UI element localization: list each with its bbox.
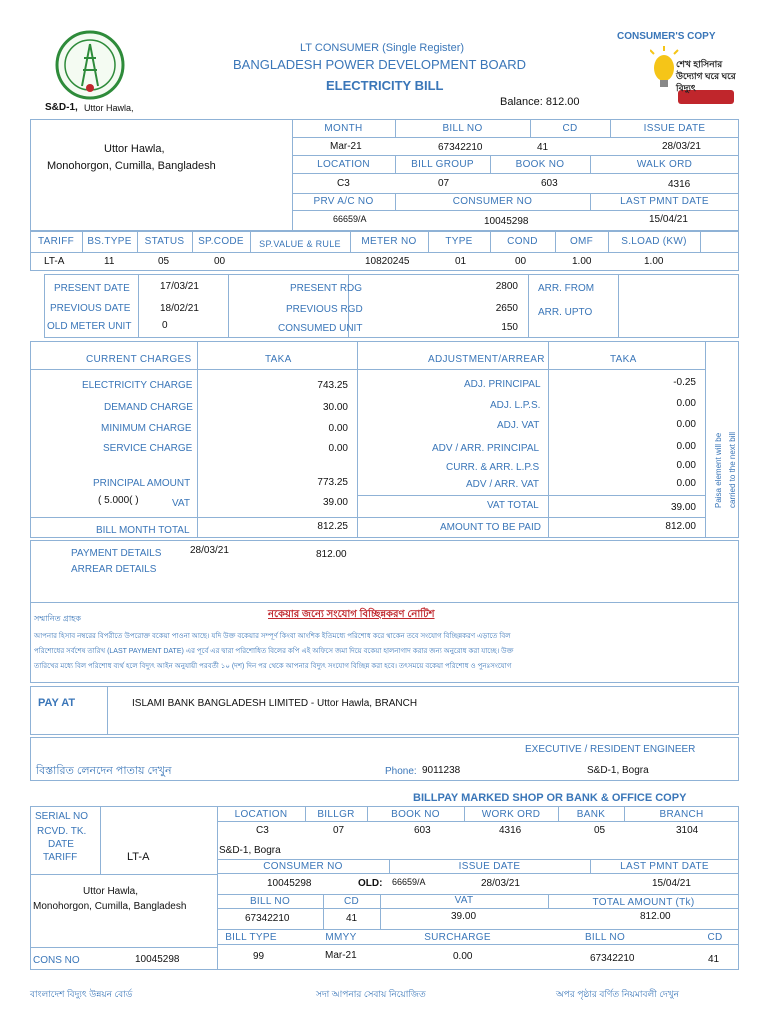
stub-location: C3 — [256, 825, 269, 836]
stub-hdr-bank: BANK — [576, 809, 606, 820]
val-book-no: 603 — [541, 178, 558, 189]
val-walk-ord: 4316 — [668, 179, 691, 190]
adjustment-title: ADJUSTMENT/ARREAR — [428, 354, 545, 365]
curr-lps-label: CURR. & ARR. L.P.S — [446, 462, 540, 473]
previous-date: 18/02/21 — [160, 303, 199, 314]
stub-title: BILLPAY MARKED SHOP OR BANK & OFFICE COPY — [413, 792, 687, 804]
hdr-sload: S.LOAD (KW) — [621, 236, 687, 247]
stub-hdr-location: LOCATION — [234, 809, 288, 820]
principal-label: PRINCIPAL AMOUNT — [93, 478, 191, 489]
current-charges-taka: TAKA — [265, 354, 292, 365]
office-name: Uttor Hawla, — [84, 103, 134, 113]
stub-tariff: LT-A — [127, 851, 150, 863]
vat-amount: 39.00 — [322, 497, 348, 508]
hdr-book-no: BOOK NO — [515, 159, 565, 170]
pay-at-bank: ISLAMI BANK BANGLADESH LIMITED - Uttor Hawla, BRANCH — [132, 698, 418, 709]
phone-number: 9011238 — [422, 765, 461, 776]
office-code: S&D-1, — [45, 102, 78, 113]
val-meter-no: 10820245 — [365, 256, 410, 267]
service-label: SERVICE CHARGE — [103, 443, 193, 454]
previous-rdg-label: PREVIOUS RGD — [286, 304, 363, 315]
stub-addr1: Uttor Hawla, — [83, 886, 139, 897]
stub-hdr-surcharge: SURCHARGE — [424, 932, 491, 943]
hdr-bs-type: BS.TYPE — [87, 236, 132, 247]
stub-hdr-billtype: BILL TYPE — [225, 932, 277, 943]
stub-old-label: OLD: — [358, 878, 383, 889]
amount-to-pay-label: AMOUNT TO BE PAID — [440, 522, 541, 533]
paisa-note-2: carried to the next bill — [728, 431, 737, 508]
stub-cons-label: CONS NO — [33, 955, 80, 966]
footer-left: বাংলাদেশ বিদ্যুৎ উন্নয়ন বোর্ড — [30, 989, 133, 999]
stub-billtype: 99 — [253, 951, 265, 962]
pay-at-section — [30, 686, 739, 735]
charges-section — [30, 341, 739, 538]
val-sp-code: 00 — [214, 256, 226, 267]
electricity-charge: 743.25 — [317, 380, 348, 391]
bpdb-logo — [52, 30, 128, 100]
adj-lps-label: ADJ. L.P.S. — [490, 400, 541, 411]
campaign-logo-text: শেখ হাসিনার উদ্যোগ ঘরে ঘরে বিদ্যুৎ — [676, 59, 736, 93]
val-consumer-no: 10045298 — [484, 216, 529, 227]
hdr-omf: OMF — [569, 236, 594, 247]
notice-line3: তারিখের মধ্যে বিল পরিশোধ ব্যর্থ হলে বিদ্যুৎ আইন অনুযায়ী পরবর্তী ১০ (দশ) দিন পর থেকে আপনার বিদ্যুৎ সংযোগ বিচ্ছিন্ন করা হবে। তৎসময়ে বকেয়া পরিশোধ ও পুনঃসংযোগ — [34, 663, 512, 670]
stub-last-pmnt: 15/04/21 — [652, 878, 691, 889]
stub-mmyy: Mar-21 — [325, 950, 357, 961]
stub-hdr-consumer: CONSUMER NO — [263, 861, 343, 872]
stub-branch: 3104 — [676, 825, 699, 836]
stub-hdr-billno2: BILL NO — [584, 932, 626, 943]
adv-vat-label: ADV / ARR. VAT — [466, 479, 539, 490]
hdr-issue-date: ISSUE DATE — [643, 123, 706, 134]
arr-upto-label: ARR. UPTO — [538, 307, 593, 318]
header-line1: LT CONSUMER (Single Register) — [300, 42, 465, 54]
present-rdg: 2800 — [495, 281, 518, 292]
adv-principal: 0.00 — [676, 441, 696, 452]
hdr-bill-no: BILL NO — [442, 123, 483, 134]
val-prv-ac: 66659/A — [333, 214, 367, 224]
stub-issue-date: 28/03/21 — [481, 878, 520, 889]
hdr-type: TYPE — [445, 236, 473, 247]
reading-section — [44, 274, 739, 338]
val-cd: 41 — [537, 142, 549, 153]
stub-billgr: 07 — [333, 825, 345, 836]
footer-mid: সদা আপনার সেবায় নিয়োজিত — [316, 989, 426, 999]
arrear-details-label: ARREAR DETAILS — [71, 564, 157, 575]
footer-right: অপর পৃষ্ঠার বর্ণিত নিয়মাবলী দেখুন — [556, 989, 679, 999]
adj-principal: -0.25 — [673, 377, 696, 388]
adv-principal-label: ADV / ARR. PRINCIPAL — [432, 443, 540, 454]
stub-office: S&D-1, Bogra — [219, 845, 281, 856]
engineer-office: S&D-1, Bogra — [587, 765, 649, 776]
stub-book: 603 — [414, 825, 431, 836]
hdr-last-pmnt: LAST PMNT DATE — [620, 196, 709, 207]
hdr-month: MONTH — [324, 123, 363, 134]
consumed-unit: 150 — [501, 322, 518, 333]
current-charges-title: CURRENT CHARGES — [86, 354, 192, 365]
val-sload: 1.00 — [644, 256, 664, 267]
hdr-sp-code: SP.CODE — [198, 236, 244, 247]
amount-to-pay: 812.00 — [665, 521, 696, 532]
stub-hdr-issue: ISSUE DATE — [458, 861, 521, 872]
hdr-tariff: TARIFF — [37, 236, 75, 247]
service-charge: 0.00 — [328, 443, 348, 454]
val-bill-group: 07 — [438, 178, 450, 189]
notice-title: নকেয়ার জন্যে সংযোগ বিচ্ছিন্নকরণ নোটিশ — [268, 609, 435, 620]
hdr-sp-value: SP.VALUE & RULE — [259, 239, 341, 249]
stub-hdr-branch: BRANCH — [659, 809, 704, 820]
val-last-pmnt: 15/04/21 — [649, 214, 688, 225]
adj-principal-label: ADJ. PRINCIPAL — [464, 379, 541, 390]
demand-charge: 30.00 — [322, 402, 348, 413]
stub-old-value: 66659/A — [392, 877, 426, 887]
hdr-location: LOCATION — [317, 159, 370, 170]
old-meter: 0 — [162, 320, 168, 331]
top-section — [30, 119, 739, 231]
details-bangla: বিস্তারিত লেনদেন পাতায় দেখুন — [36, 765, 172, 777]
stub-hdr-billno: BILL NO — [249, 896, 291, 907]
notice-line2: পরিশোধের সর্বশেষ তারিখ (LAST PAYMENT DATE) এর পূর্বে এর দ্বারা পরিশোধিত বিলের কপি এই অফিসে জমা দিয়ে বকেয়া হালনাগাদ করার জন্য অনুরোধ করা যাচ্ছে। উক্ত — [34, 648, 514, 655]
notice-salutation: সম্মানিত গ্রাহক — [34, 614, 81, 623]
val-tariff: LT-A — [44, 256, 65, 267]
stub-billno: 67342210 — [245, 913, 290, 924]
vat-label: VAT — [172, 498, 190, 509]
hdr-bill-group: BILL GROUP — [411, 159, 474, 170]
adj-vat: 0.00 — [676, 419, 696, 430]
stub-hdr-workord: WORK ORD — [481, 809, 541, 820]
stub-hdr-total: TOTAL AMOUNT (Tk) — [592, 897, 695, 908]
stub-addr2: Monohorgon, Cumilla, Bangladesh — [33, 901, 187, 912]
stub-cd2: 41 — [708, 954, 720, 965]
stub-consumer-no: 10045298 — [267, 878, 312, 889]
previous-rdg: 2650 — [495, 303, 518, 314]
val-cond: 00 — [515, 256, 527, 267]
stub-hdr-billgr: BILLGR — [317, 809, 355, 820]
address-line1: Uttor Hawla, — [104, 143, 165, 155]
stub-serial-label: SERIAL NO — [35, 811, 88, 822]
payment-amount: 812.00 — [316, 549, 347, 560]
stub-total: 812.00 — [640, 911, 671, 922]
val-omf: 1.00 — [572, 256, 592, 267]
adv-vat: 0.00 — [676, 478, 696, 489]
arr-from-label: ARR. FROM — [538, 283, 595, 294]
stub-hdr-lastpmnt: LAST PMNT DATE — [620, 861, 709, 872]
hdr-consumer-no: CONSUMER NO — [452, 196, 533, 207]
notice-line1: আপনার হিসাব নম্বরের বিপরীতে উপরোক্ত বকেয়া পাওনা আছে। যদি উক্ত বকেয়ার সম্পূর্ণ কিংবা আংশিক ইতিমধ্যে পরিশোধ করে থাকেন তবে সংযোগ বিচ্ছিন্নকরণ এড়াতে বিল — [34, 633, 511, 640]
stub-tariff-label: TARIFF — [43, 852, 78, 863]
present-date-label: PRESENT DATE — [54, 283, 130, 294]
vat-total-label: VAT TOTAL — [487, 500, 539, 511]
pay-at-label: PAY AT — [38, 697, 76, 709]
principal-amount: 773.25 — [317, 477, 348, 488]
minimum-charge: 0.00 — [328, 423, 348, 434]
hdr-status: STATUS — [144, 236, 185, 247]
bill-month-total: 812.25 — [317, 521, 348, 532]
stub-workord: 4316 — [499, 825, 522, 836]
balance: Balance: 812.00 — [500, 96, 580, 108]
hdr-meter-no: METER NO — [361, 236, 417, 247]
payment-details-label: PAYMENT DETAILS — [71, 548, 162, 559]
val-issue-date: 28/03/21 — [662, 141, 701, 152]
hdr-walk-ord: WALK ORD — [636, 159, 693, 170]
val-location: C3 — [337, 178, 350, 189]
minimum-label: MINIMUM CHARGE — [101, 423, 192, 434]
stub-hdr-mmyy: MMYY — [325, 932, 357, 943]
paisa-note-1: Paisa element will be — [714, 432, 723, 508]
stub-hdr-book: BOOK NO — [391, 809, 440, 820]
stub-billno2: 67342210 — [590, 953, 635, 964]
previous-date-label: PREVIOUS DATE — [50, 303, 131, 314]
vat-rate: ( 5.000( ) — [98, 495, 139, 506]
stub-cd: 41 — [346, 913, 358, 924]
stub-date-label: DATE — [48, 839, 74, 850]
stub-hdr-cd2: CD — [707, 932, 723, 943]
payment-date: 28/03/21 — [190, 545, 229, 556]
stub-bank: 05 — [594, 825, 606, 836]
address-line2: Monohorgon, Cumilla, Bangladesh — [47, 160, 216, 172]
hdr-prv-ac: PRV A/C NO — [313, 196, 374, 207]
old-meter-label: OLD METER UNIT — [47, 321, 132, 332]
hdr-cd: CD — [562, 123, 578, 134]
consumer-copy-label: CONSUMER'S COPY — [617, 31, 716, 42]
adjustment-taka: TAKA — [610, 354, 637, 365]
adj-vat-label: ADJ. VAT — [497, 420, 540, 431]
stub-hdr-cd: CD — [343, 896, 360, 907]
phone-label: Phone: — [385, 766, 417, 777]
stub-vat: 39.00 — [451, 911, 477, 922]
val-status: 05 — [158, 256, 170, 267]
val-month: Mar-21 — [330, 141, 362, 152]
vat-total: 39.00 — [670, 502, 696, 513]
present-rdg-label: PRESENT RDG — [290, 283, 363, 294]
curr-lps: 0.00 — [676, 460, 696, 471]
val-bill-no: 67342210 — [438, 142, 483, 153]
stub-rcvd-label: RCVD. TK. — [37, 826, 87, 837]
electricity-label: ELECTRICITY CHARGE — [82, 380, 193, 391]
val-bs-type: 11 — [104, 256, 115, 267]
stub-cons-value: 10045298 — [135, 954, 180, 965]
adj-lps: 0.00 — [676, 398, 696, 409]
header-line2: BANGLADESH POWER DEVELOPMENT BOARD — [233, 57, 527, 72]
engineer-title: EXECUTIVE / RESIDENT ENGINEER — [525, 744, 696, 755]
val-type: 01 — [455, 256, 467, 267]
hdr-cond: COND — [507, 236, 538, 247]
demand-label: DEMAND CHARGE — [104, 402, 193, 413]
bill-month-total-label: BILL MONTH TOTAL — [96, 525, 190, 536]
consumed-label: CONSUMED UNIT — [278, 323, 363, 334]
present-date: 17/03/21 — [160, 281, 199, 292]
stub-surcharge: 0.00 — [453, 951, 473, 962]
header-line3: ELECTRICITY BILL — [326, 78, 444, 93]
stub-hdr-vat: VAT — [454, 895, 474, 906]
